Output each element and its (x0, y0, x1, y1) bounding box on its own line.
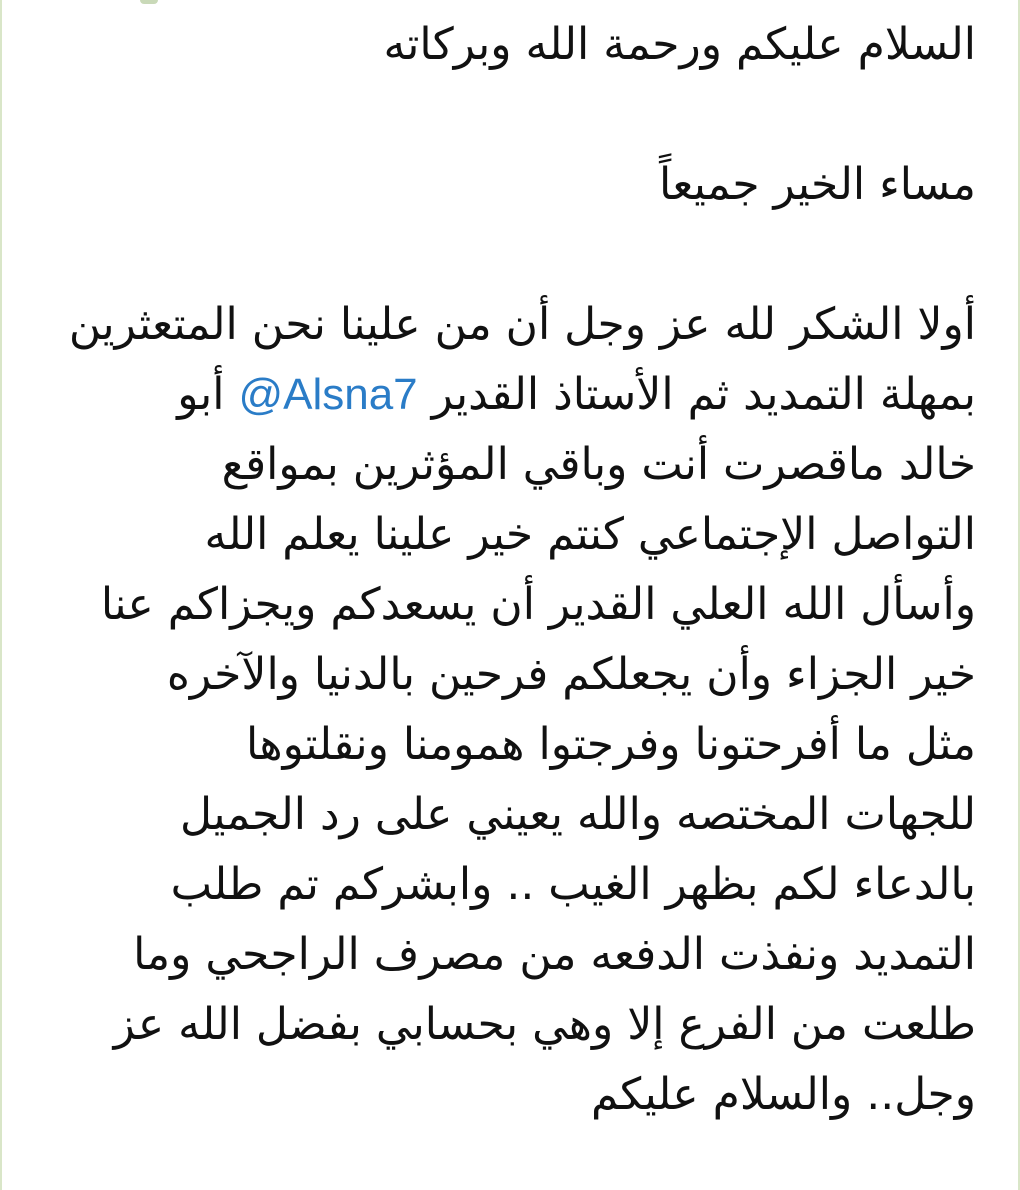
body-line-7: مثل ما أفرحتونا وفرجتوا همومنا ونقلتوها (245, 719, 976, 770)
body-line-1: أولا الشكر لله عز وجل أن من علينا نحن المتعثرين (68, 299, 976, 350)
blank-line (36, 220, 976, 290)
body-line-12: وجل.. والسلام عليكم (590, 1069, 976, 1120)
body-line-10: التمديد ونفذت الدفعه من مصرف الراجحي وما (133, 929, 976, 980)
body-line-3: خالد ماقصرت أنت وباقي المؤثرين بمواقع (221, 439, 976, 490)
body-line-2-before: بمهلة التمديد ثم الأستاذ القدير (431, 369, 976, 420)
body-line-6: خير الجزاء وأن يجعلكم فرحين بالدنيا والآخره (166, 649, 976, 700)
body-line-8: للجهات المختصه والله يعيني على رد الجميل (179, 789, 976, 840)
message-text (36, 10, 976, 1130)
body-line-2 (36, 360, 976, 430)
bubble-left-edge (0, 0, 2, 1190)
greeting-line: السلام عليكم ورحمة الله وبركاته (383, 19, 976, 70)
user-mention-link[interactable]: @Alsna7 (238, 370, 418, 419)
body-line-4: التواصل الإجتماعي كنتم خير علينا يعلم الله (204, 509, 976, 560)
bubble-tail (140, 0, 158, 4)
body-line-11: طلعت من الفرع إلا وهي بحسابي بفضل الله عز (113, 999, 976, 1050)
blank-line (36, 80, 976, 150)
body-line-5: وأسأل الله العلي القدير أن يسعدكم ويجزاكم عنا (100, 579, 976, 630)
body-line-9: بالدعاء لكم بظهر الغيب .. وابشركم تم طلب (170, 859, 976, 910)
body-line-2-after: أبو (177, 369, 225, 420)
evening-greeting-line: مساء الخير جميعاً (658, 159, 976, 210)
